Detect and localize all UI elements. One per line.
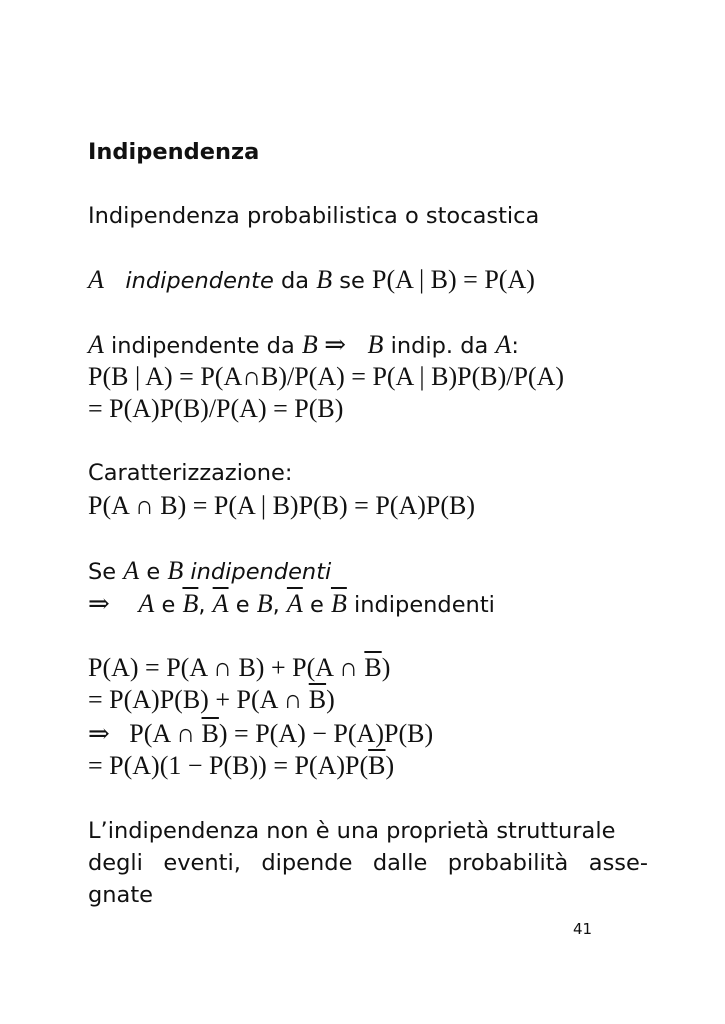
symmetry-line-1 [88, 331, 519, 360]
word-da: da [281, 268, 310, 294]
word-indipendente: indipendente [125, 268, 274, 294]
comma: , [272, 592, 280, 618]
word-e: e [161, 592, 176, 618]
event-b: B [167, 556, 184, 585]
word-se: se [339, 268, 365, 294]
formula-part: = P(A)P(B) + P(A ∩ [88, 685, 309, 714]
formula-part: ) [326, 685, 335, 714]
formula-part: ) = P(A) − P(A)P(B) [218, 719, 434, 748]
derivation-line-1 [88, 654, 390, 682]
symmetry-text-2: indip. da [390, 333, 489, 359]
definition-formula: P(A | B) = P(A) [372, 265, 535, 294]
event-a: A [88, 265, 104, 294]
characterization-label: Caratterizzazione: [88, 460, 293, 486]
colon: : [511, 333, 519, 359]
event-a: A [123, 556, 140, 585]
event-a: A [495, 330, 512, 359]
event-b-complement: $\overline{B}$ [201, 719, 219, 748]
page-title: Indipendenza [88, 139, 260, 165]
event-b-complement: $\overline{B}$ [364, 653, 382, 682]
derivation-line-3 [88, 720, 433, 748]
event-b: B [256, 589, 273, 618]
word-e: e [146, 559, 161, 585]
event-b-complement: $\overline{B}$ [182, 589, 199, 618]
event-b-complement: $\overline{B}$ [330, 589, 347, 618]
formula-part: ) [385, 751, 395, 780]
formula-part: P(A ∩ [129, 719, 202, 748]
symmetry-formula-2: = P(A)P(B)/P(A) = P(B) [88, 394, 344, 423]
word-e: e [235, 592, 250, 618]
characterization-formula: P(A ∩ B) = P(A | B)P(B) = P(A)P(B) [88, 491, 476, 520]
event-b: B [316, 265, 333, 294]
event-a-complement: $\overline{A}$ [286, 589, 303, 618]
symmetry-text: indipendente da [111, 333, 295, 359]
formula-part: P(A) = P(A ∩ B) + P(A ∩ [88, 653, 365, 682]
event-b-complement: $\overline{B}$ [368, 751, 386, 780]
implies-symbol: ⇒ [88, 719, 110, 748]
formula-part: = P(A)(1 − P(B)) = P(A)P( [88, 751, 369, 780]
page-number: 41 [573, 920, 593, 938]
formula-part: ) [381, 653, 391, 682]
complements-line-1 [88, 557, 331, 586]
word-e: e [309, 592, 324, 618]
event-b-implies: B ⇒ [301, 330, 347, 359]
event-a-complement: $\overline{A}$ [212, 589, 229, 618]
subtitle: Indipendenza probabilistica o stocastica [88, 203, 540, 229]
event-b: B [367, 330, 384, 359]
derivation-line-4 [88, 752, 394, 780]
comma: , [198, 592, 206, 618]
event-a: A [138, 589, 155, 618]
remark-line-1: L’indipendenza non è una proprietà strutturale [88, 818, 616, 844]
event-b-complement: $\overline{B}$ [308, 685, 327, 714]
remark-paragraph [88, 815, 648, 911]
derivation-line-2 [88, 686, 335, 714]
event-a: A [88, 330, 104, 359]
remark-line-2: degli eventi, dipende dalle probabilità asse- [88, 850, 648, 876]
word-se: Se [88, 559, 117, 585]
definition-line [88, 266, 535, 295]
symmetry-formula-1: P(B | A) = P(A∩B)/P(A) = P(A | B)P(B)/P(A) [88, 362, 564, 391]
word-indipendenti: indipendenti [354, 592, 495, 618]
complements-line-2 [88, 590, 495, 619]
remark-line-3: gnate [88, 882, 153, 908]
word-indipendenti: indipendenti [190, 559, 332, 585]
implies-symbol: ⇒ [88, 589, 110, 618]
